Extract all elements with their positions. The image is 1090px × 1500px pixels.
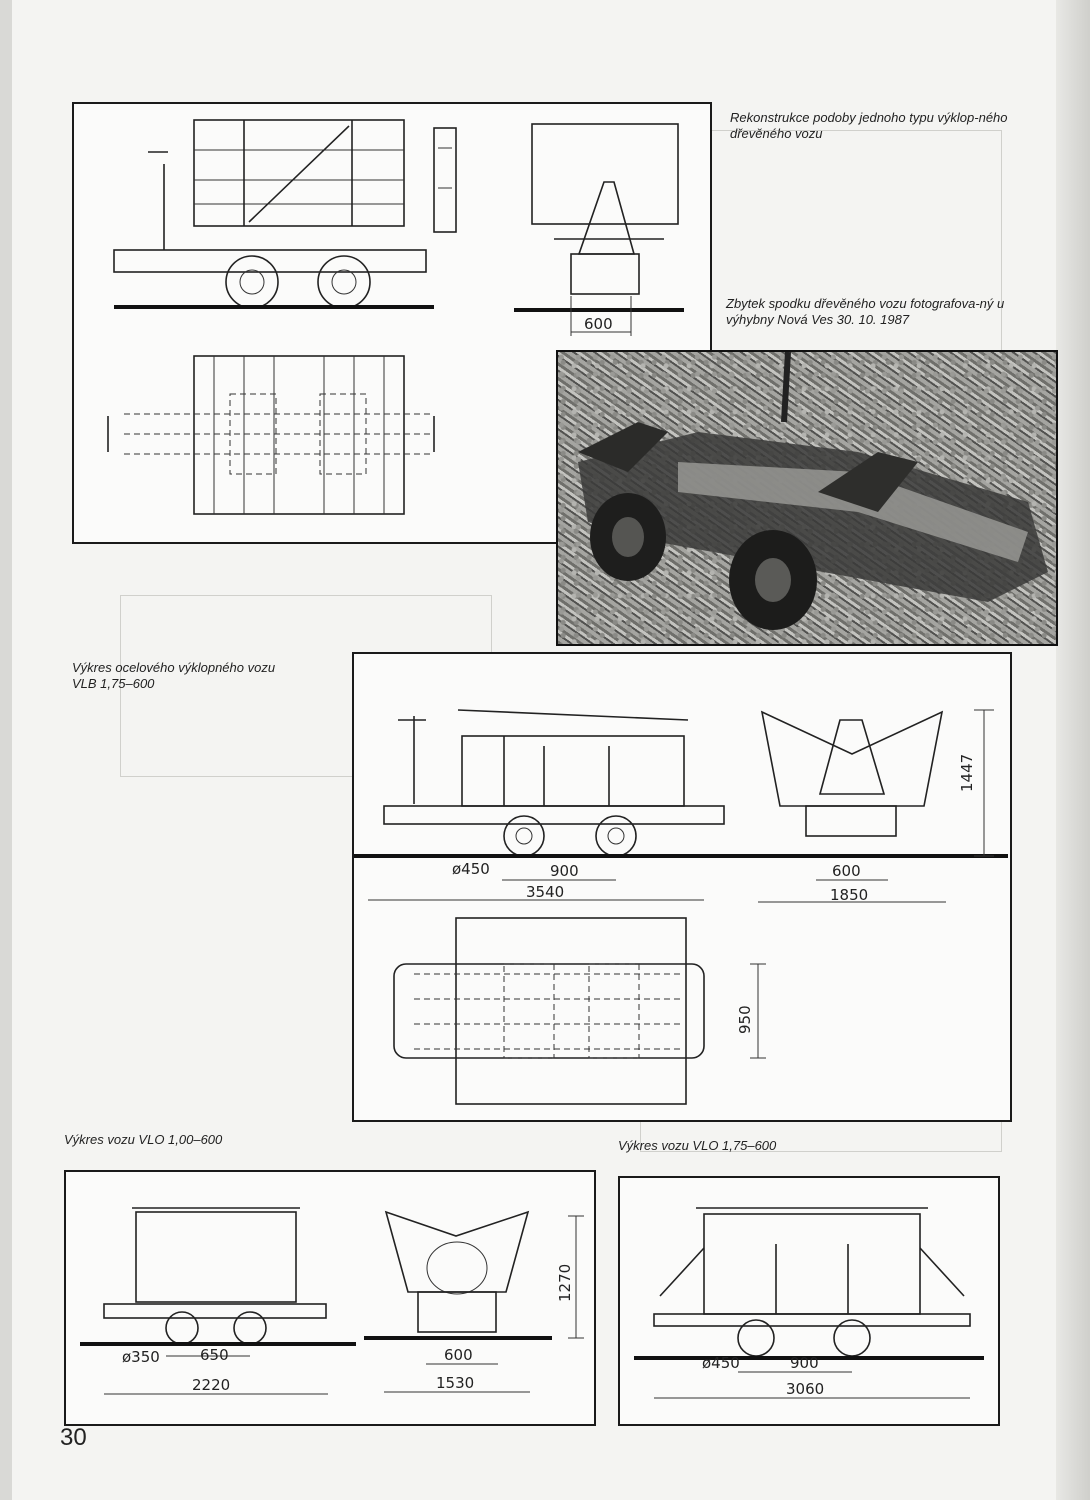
vlo100-gauge-dim: 600 bbox=[444, 1346, 473, 1364]
vlb-wheel bbox=[504, 816, 544, 856]
wood-frame-side bbox=[114, 250, 426, 272]
page-right-edge bbox=[1056, 0, 1090, 1500]
vlo100-svg bbox=[66, 1172, 594, 1424]
vlo100-wheel bbox=[166, 1312, 198, 1344]
vlb-wheel-dim: ø450 bbox=[452, 860, 490, 878]
vlo100-wheelbase-dim: 650 bbox=[200, 1346, 229, 1364]
wagon-remnant-photo bbox=[556, 350, 1058, 646]
vlo175-length-dim: 3060 bbox=[786, 1380, 825, 1398]
vlo175-wheel-dim: ø450 bbox=[702, 1354, 740, 1372]
vlb-gauge-dim: 600 bbox=[832, 862, 861, 880]
vlo175-wheelbase-dim: 900 bbox=[790, 1354, 819, 1372]
vlb-box-side bbox=[462, 736, 684, 806]
vlb-wheelbase-dim: 900 bbox=[550, 862, 579, 880]
vlo100-height-dim: 1270 bbox=[556, 1263, 574, 1302]
vlb-hopper-end bbox=[762, 712, 942, 806]
page-binding-edge bbox=[0, 0, 12, 1500]
vlo175-svg bbox=[620, 1178, 998, 1424]
wood-gauge-dim: 600 bbox=[584, 315, 613, 333]
vlo100-hopper-end bbox=[386, 1212, 528, 1292]
vlb-svg bbox=[354, 654, 1010, 1120]
vlb-width-dim: 1850 bbox=[830, 886, 869, 904]
vlo100-width-dim: 1530 bbox=[436, 1374, 475, 1392]
photo-subject-svg bbox=[558, 352, 1056, 644]
vlo100-wheel bbox=[234, 1312, 266, 1344]
wood-wheel bbox=[226, 256, 278, 308]
vlo100-drawing bbox=[64, 1170, 596, 1426]
vlb-height-dim: 1447 bbox=[958, 753, 976, 792]
caption-steel-line1: Výkres ocelového výklopného vozu bbox=[72, 660, 276, 675]
caption-steel-line2: VLB 1,75–600 bbox=[72, 676, 155, 691]
vlb-length-dim: 3540 bbox=[526, 883, 565, 901]
vlo100-wheel-dim: ø350 bbox=[122, 1348, 160, 1366]
caption-remnant-photo: Zbytek spodku dřevěného vozu fotografova-ný u výhybny Nová Ves 30. 10. 1987 bbox=[726, 296, 1005, 327]
vlb-wheel bbox=[596, 816, 636, 856]
vlb-box-plan bbox=[456, 918, 686, 1104]
vlo100-box-side bbox=[136, 1212, 296, 1302]
vlb-bed-width-dim: 950 bbox=[736, 1005, 754, 1034]
caption-vlo175: Výkres vozu VLO 1,75–600 bbox=[618, 1138, 777, 1153]
caption-reconstruction: Rekonstrukce podoby jednoho typu výklop-ného dřevěného vozu bbox=[730, 110, 1008, 141]
caption-steel-drawing bbox=[72, 660, 312, 692]
vlo100-length-dim: 2220 bbox=[192, 1376, 231, 1394]
vlb-drawing bbox=[352, 652, 1012, 1122]
caption-vlo100: Výkres vozu VLO 1,00–600 bbox=[64, 1132, 223, 1147]
vlo175-drawing bbox=[618, 1176, 1000, 1426]
vlo175-box-side bbox=[704, 1214, 920, 1314]
wood-wheel bbox=[318, 256, 370, 308]
wood-box-plan bbox=[194, 356, 404, 514]
page-number: 30 bbox=[60, 1424, 87, 1451]
